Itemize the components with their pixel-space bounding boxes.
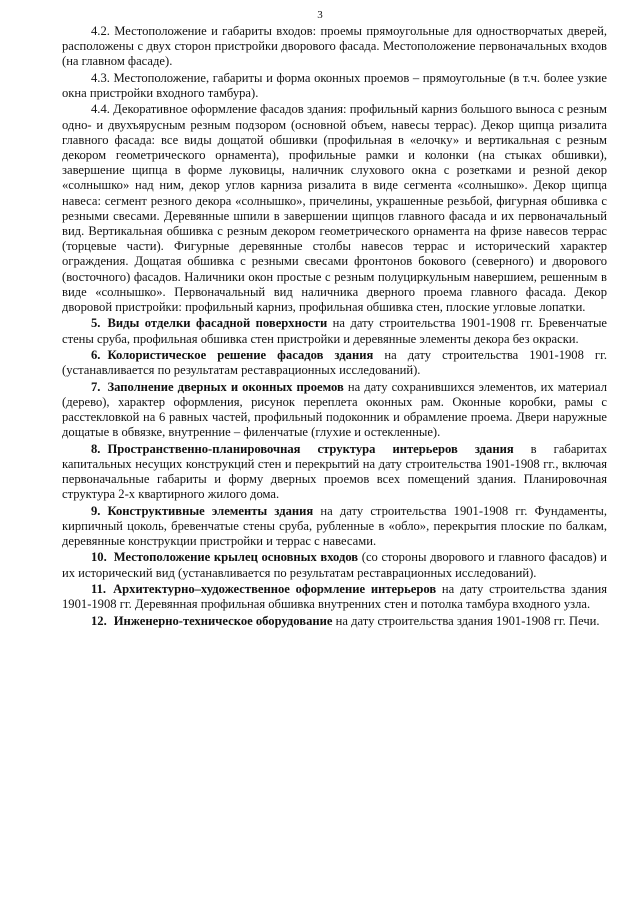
paragraph-text: на дату строительства 1901-1908 гг. Фундаменты, кирпичный цоколь, бревенчатые стены сруба, рубленные в «обло», перекрытия плоские по балкам, деревянные конструкции пристройки и террас с навесами. (62, 503, 607, 549)
item-heading: Заполнение дверных и оконных проемов (107, 379, 344, 394)
item-heading: Местоположение крылец основных входов (113, 550, 359, 565)
paragraph-text: 4.2. Местоположение и габариты входов: проемы прямоугольные для одностворчатых дверей, расположены с двух сторон пристройки дворового фасада. Местоположение первоначальных входов (на главном фасаде). (62, 24, 607, 69)
paragraph-10 (62, 550, 607, 580)
paragraph-text: 4.3. Местоположение, габариты и форма оконных проемов – прямоугольные (в т.ч. более узкие окна пристройки входного тамбура). (62, 70, 607, 100)
paragraph-text: (со стороны дворового и главного фасадов) и их исторический вид (устанавливается по результатам реставрационных исследований). (62, 550, 608, 580)
item-heading: Архитектурно–художественное оформление интерьеров (113, 582, 437, 596)
item-heading: Колористическое решение фасадов здания (107, 348, 374, 363)
item-heading: Виды отделки фасадной поверхности (107, 316, 328, 331)
item-number: 8. (91, 441, 101, 456)
item-number: 7. (91, 379, 101, 394)
paragraph-text: на дату строительства здания 1901-1908 гг. Деревянная профильная обшивка внутренних стен и потолка тамбура входного узла. (62, 582, 607, 612)
paragraph-text: на дату строительства 1901-1908 гг. Бревенчатые стены сруба, профильная обшивка стен пристройки и деревянные элементы декора без окраски. (62, 316, 607, 346)
paragraph-6 (62, 348, 607, 378)
item-heading: Пространственно-планировочная структура интерьеров здания (107, 441, 514, 456)
paragraph-4-3 (62, 71, 607, 101)
paragraph-7 (62, 380, 607, 441)
item-number: 9. (91, 503, 101, 518)
paragraph-5 (62, 316, 607, 346)
paragraph-4-4 (62, 102, 607, 315)
paragraph-text: в габаритах капитальных несущих конструкций стен и перекрытий на дату строительства 1901-1908 гг., включая первоначальные габариты и форму дверных проемов всех помещений здания. Планировочная структура 2-х квартирного жилого дома. (62, 441, 607, 502)
paragraph-9 (62, 504, 607, 550)
item-heading: Конструктивные элементы здания (107, 503, 314, 518)
item-number: 5. (91, 316, 101, 331)
paragraph-4-2 (62, 24, 607, 70)
paragraph-text: на дату строительства здания 1901-1908 гг. Печи. (332, 613, 600, 628)
item-number: 12. (91, 613, 107, 628)
paragraph-11 (62, 582, 607, 612)
paragraph-text: на дату сохранившихся элементов, их материал (дерево), характер оформления, рисунок переплета оконных рам. Оконные коробки, рамы с расстекловкой на 6 равных частей, профильный подоконник и обрамление проема. Двери наружные дощатые в обвязке, внутренние – филенчатые (глухие и остекленные). (62, 379, 607, 440)
paragraph-12 (62, 614, 607, 629)
paragraph-text: на дату строительства 1901-1908 гг. (устанавливается по результатам реставрационных исследований). (62, 348, 607, 378)
item-number: 10. (91, 550, 107, 565)
page-number: 3 (317, 9, 323, 21)
paragraph-text: 4.4. Декоративное оформление фасадов здания: профильный карниз большого выноса с резным одно- и двухъярусным резным подзором (основной объем, навесы террас). Декор щипца ризалита главного фасада: все виды дощатой обшивки (профильная в «елочку» и вертикальная с резным декором геометрического орнамента), профильные рамки и колонки (на стыках обшивки), завершение щипца в форме луковицы, наличник слухового окна с розетками и резной декор «солнышко» над ним, декор углов карниза ризалита в виде сегмента «солнышко». Декор щипца навеса: сегмент резного декора «солнышко», причелины, украшенные резьбой, фигурная обшивка с резными свесами. Деревянные шпили в завершении щипцов главного фасада и их первоначальный вид. Вертикальная обшивка с резным декором геометрического орнамента на фризе навесов террас (торцевые части). Фигурные деревянные столбы навесов террас и исторический характер ограждения. Дощатая обшивка с резными свесами фронтонов бокового (северного) и дворового (восточного) фасадов. Наличники окон простые с резным полуциркульным навершием, решенным в виде «солнышко». Первоначальный вид наличника дверного проема главного фасада. Декор дворовой пристройки: профильный карниз, профильная обшивка стен, плоские угловые лопатки. (62, 102, 607, 315)
item-heading: Инженерно-техническое оборудование (113, 613, 333, 628)
paragraph-8 (62, 442, 607, 503)
document-body (62, 24, 607, 630)
item-number: 6. (91, 348, 101, 363)
item-number: 11. (91, 582, 107, 596)
